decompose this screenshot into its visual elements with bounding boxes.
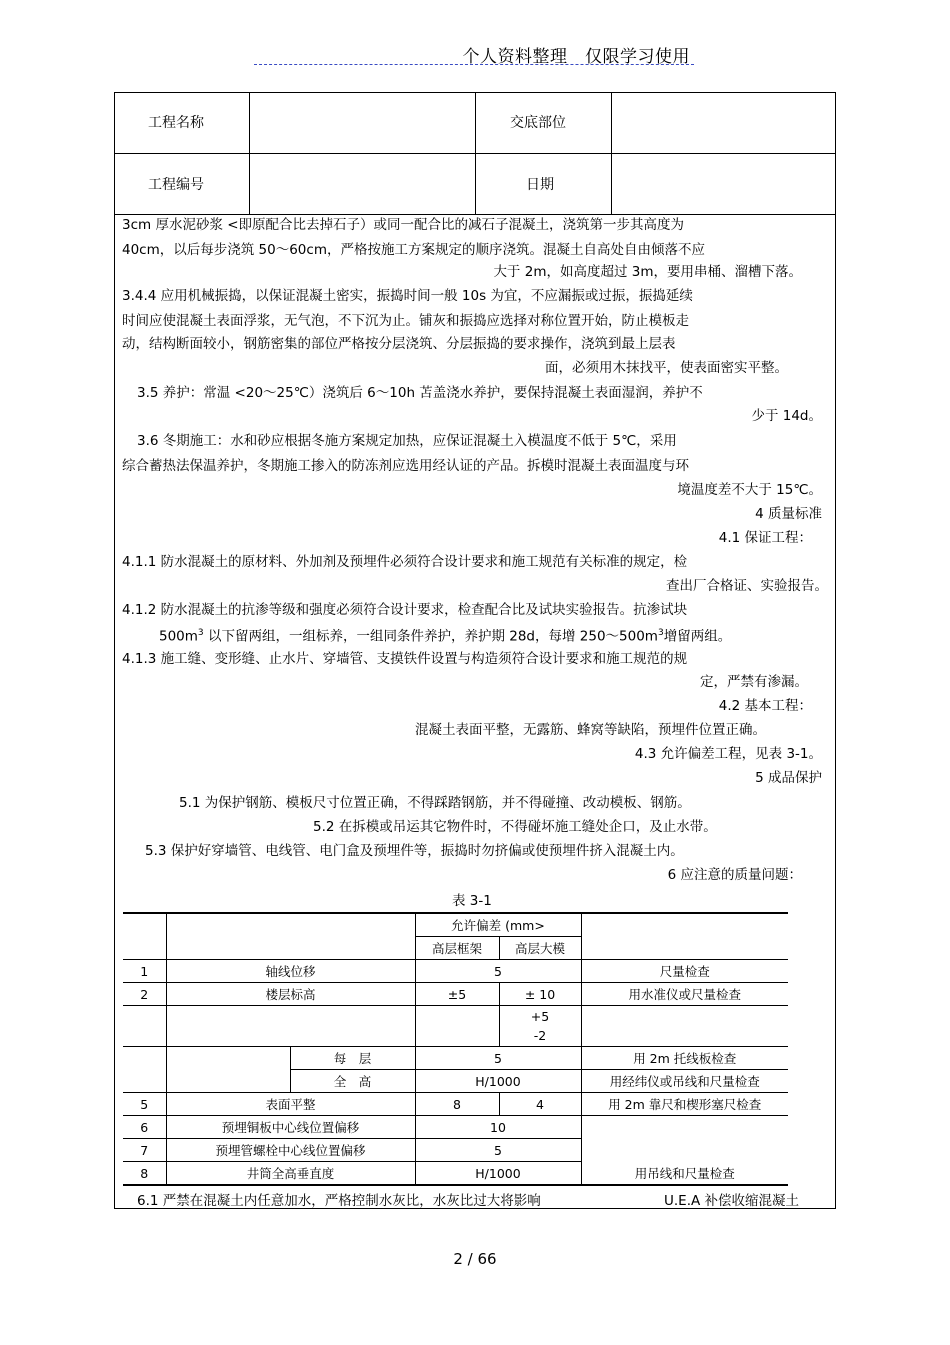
table-header-cell: 允许偏差 (mm> bbox=[415, 913, 581, 937]
table-cell: H/1000 bbox=[415, 1070, 581, 1093]
table-row bbox=[123, 1116, 788, 1139]
table-header-cell: 高层框架 bbox=[415, 937, 499, 960]
table-header-cell: 高层大模 bbox=[499, 937, 581, 960]
body-line: 3cm 厚水泥砂浆 <即原配合比去掉石子）或同一配合比的减石子混凝土，浇筑第一步其高度为 bbox=[122, 217, 685, 233]
table-cell: 用水准仪或尺量检查 bbox=[581, 983, 788, 1006]
table-cell: 每 层 bbox=[290, 1047, 415, 1070]
table-cell: 5 bbox=[123, 1093, 166, 1116]
deviation-table bbox=[123, 912, 788, 1186]
info-row-divider bbox=[115, 214, 835, 215]
table-row bbox=[123, 1093, 788, 1116]
table-cell: 10 bbox=[415, 1116, 581, 1139]
table-cell: 表面平整 bbox=[166, 1093, 415, 1116]
table-row bbox=[123, 1162, 788, 1186]
body-line: 境温度差不大于 15℃。 bbox=[677, 482, 822, 498]
body-line: 时间应使混凝土表面浮浆，无气泡，不下沉为止。铺灰和振捣应选择对称位置开始，防止模板走 bbox=[122, 313, 689, 329]
cell-text: -2 bbox=[533, 1028, 547, 1043]
info-row-divider bbox=[115, 153, 835, 154]
body-line: 动，结构断面较小，钢筋密集的部位严格按分层浇筑、分层振捣的要求操作，浇筑到最上层表 bbox=[122, 336, 676, 352]
table-row bbox=[123, 913, 788, 937]
table-caption: 表 3-1 bbox=[452, 893, 492, 909]
superscript: 3 bbox=[197, 628, 204, 638]
body-line: 4.3 允许偏差工程，见表 3-1。 bbox=[634, 746, 822, 762]
table-cell: 预埋铜板中心线位置偏移 bbox=[166, 1116, 415, 1139]
body-line: 4.1.2 防水混凝土的抗渗等级和强度必须符合设计要求，检查配合比及试块实验报告。抗渗试块 bbox=[122, 602, 688, 618]
body-line: 40cm，以后每步浇筑 50～60cm，严格按施工方案规定的顺序浇筑。混凝土自高处自由倾落不应 bbox=[122, 242, 705, 258]
table-cell bbox=[581, 913, 788, 960]
table-cell: 全 高 bbox=[290, 1070, 415, 1093]
table-cell: 1 bbox=[123, 960, 166, 983]
table-cell bbox=[166, 913, 415, 960]
table-cell: 4 bbox=[499, 1093, 581, 1116]
table-cell: 用 2m 靠尺和楔形塞尺检查 bbox=[581, 1093, 788, 1116]
body-line: 大于 2m，如高度超过 3m，要用串桶、溜槽下落。 bbox=[493, 264, 802, 280]
table-cell bbox=[166, 1006, 415, 1047]
header-title: 个人资料整理 仅限学习使用 bbox=[462, 47, 690, 67]
body-line: 4.1.3 施工缝、变形缝、止水片、穿墙管、支摸铁件设置与构造须符合设计要求和施工规范的规 bbox=[122, 651, 688, 667]
subsection-heading: 4.2 基本工程： bbox=[718, 698, 812, 714]
table-cell bbox=[415, 1006, 499, 1047]
table-cell bbox=[581, 1006, 788, 1047]
body-line: 少于 14d。 bbox=[751, 408, 822, 424]
table-cell: 8 bbox=[123, 1162, 166, 1186]
table-cell: 井筒全高垂直度 bbox=[166, 1162, 415, 1186]
subsection-heading: 4.1 保证工程： bbox=[718, 530, 812, 546]
table-cell: 5 bbox=[415, 1139, 581, 1162]
text-run: 以下留两组，一组标养，一组同条件养护，养护期 28d，每增 250～500m bbox=[203, 628, 658, 645]
superscript: 3 bbox=[657, 628, 664, 638]
body-line: 3.6 冬期施工：水和砂应根据冬施方案规定加热，应保证混凝土入模温度不低于 5℃，采用 bbox=[137, 433, 677, 449]
body-line: 5.2 在拆模或吊运其它物件时，不得碰坏施工缝处企口，及止水带。 bbox=[313, 819, 717, 835]
table-cell: 7 bbox=[123, 1139, 166, 1162]
info-divider bbox=[475, 93, 476, 215]
date-label: 日期 bbox=[526, 177, 554, 193]
project-name-label: 工程名称 bbox=[148, 115, 204, 131]
table-row bbox=[123, 983, 788, 1006]
table-cell: ±5 bbox=[415, 983, 499, 1006]
body-line: 面，必须用木抹找平，使表面密实平整。 bbox=[545, 360, 788, 376]
body-line: 综合蓄热法保温养护，冬期施工掺入的防冻剂应选用经认证的产品。拆模时混凝土表面温度与环 bbox=[122, 458, 689, 474]
table-row bbox=[123, 960, 788, 983]
project-no-label: 工程编号 bbox=[148, 177, 204, 193]
running-header bbox=[254, 40, 694, 67]
table-cell: 5 bbox=[415, 960, 581, 983]
body-line: 3.4.4 应用机械振捣，以保证混凝土密实，振捣时间一般 10s 为宜，不应漏振或过振，振捣延续 bbox=[122, 288, 693, 304]
table-cell: ± 10 bbox=[499, 983, 581, 1006]
table-cell bbox=[166, 1047, 290, 1093]
table-cell: 6 bbox=[123, 1116, 166, 1139]
table-row bbox=[123, 1006, 788, 1047]
body-line bbox=[159, 624, 731, 646]
table-cell: 楼层标高 bbox=[166, 983, 415, 1006]
header-dashed-rule bbox=[254, 64, 694, 65]
body-line: 5.3 保护好穿墙管、电线管、电门盒及预埋件等，振捣时勿挤偏或使预埋件挤入混凝土内。 bbox=[145, 843, 684, 859]
table-cell: 用经纬仪或吊线和尺量检查 bbox=[581, 1070, 788, 1093]
table-cell: 预埋管螺栓中心线位置偏移 bbox=[166, 1139, 415, 1162]
body-line: 定，严禁有渗漏。 bbox=[700, 674, 808, 690]
body-line: 6.1 严禁在混凝土内任意加水，严格控制水灰比，水灰比过大将影响 bbox=[137, 1193, 541, 1209]
body-line: 5.1 为保护钢筋、模板尺寸位置正确，不得踩踏钢筋，并不得碰撞、改动模板、钢筋。 bbox=[179, 795, 691, 811]
table-cell: 用 2m 托线板检查 bbox=[581, 1047, 788, 1070]
info-divider bbox=[249, 93, 250, 215]
body-line: 混凝土表面平整，无露筋、蜂窝等缺陷，预埋件位置正确。 bbox=[415, 722, 766, 738]
table-cell: H/1000 bbox=[415, 1162, 581, 1186]
body-line: 查出厂合格证、实验报告。 bbox=[666, 578, 828, 594]
table-row bbox=[123, 1047, 788, 1070]
body-line: 4.1.1 防水混凝土的原材料、外加剂及预埋件必须符合设计要求和施工规范有关标准的规定，检 bbox=[122, 554, 688, 570]
page-number: 2 / 66 bbox=[453, 1250, 497, 1268]
body-line: U.E.A 补偿收缩混凝土 bbox=[664, 1193, 800, 1209]
section-heading: 5 成品保护 bbox=[755, 770, 822, 786]
table-cell: 5 bbox=[415, 1047, 581, 1070]
handover-part-label: 交底部位 bbox=[510, 115, 566, 131]
text-run: 500m bbox=[159, 628, 198, 645]
table-cell bbox=[123, 1047, 166, 1093]
cell-text: +5 bbox=[530, 1009, 550, 1024]
table-cell: 尺量检查 bbox=[581, 960, 788, 983]
table-cell bbox=[123, 1006, 166, 1047]
section-heading: 6 应注意的质量问题： bbox=[667, 867, 802, 883]
table-cell: 用吊线和尺量检查 bbox=[581, 1162, 788, 1186]
table-cell: 轴线位移 bbox=[166, 960, 415, 983]
table-cell: 2 bbox=[123, 983, 166, 1006]
info-divider bbox=[611, 93, 612, 215]
table-cell bbox=[499, 1006, 581, 1047]
section-heading: 4 质量标准 bbox=[755, 506, 822, 522]
text-run: 增留两组。 bbox=[663, 628, 732, 645]
body-line: 3.5 养护：常温 <20～25℃）浇筑后 6～10h 苫盖浇水养护，要保持混凝土表面湿润，养护不 bbox=[137, 385, 703, 401]
table-cell bbox=[123, 913, 166, 960]
table-cell: 8 bbox=[415, 1093, 499, 1116]
table-cell bbox=[581, 1116, 788, 1162]
